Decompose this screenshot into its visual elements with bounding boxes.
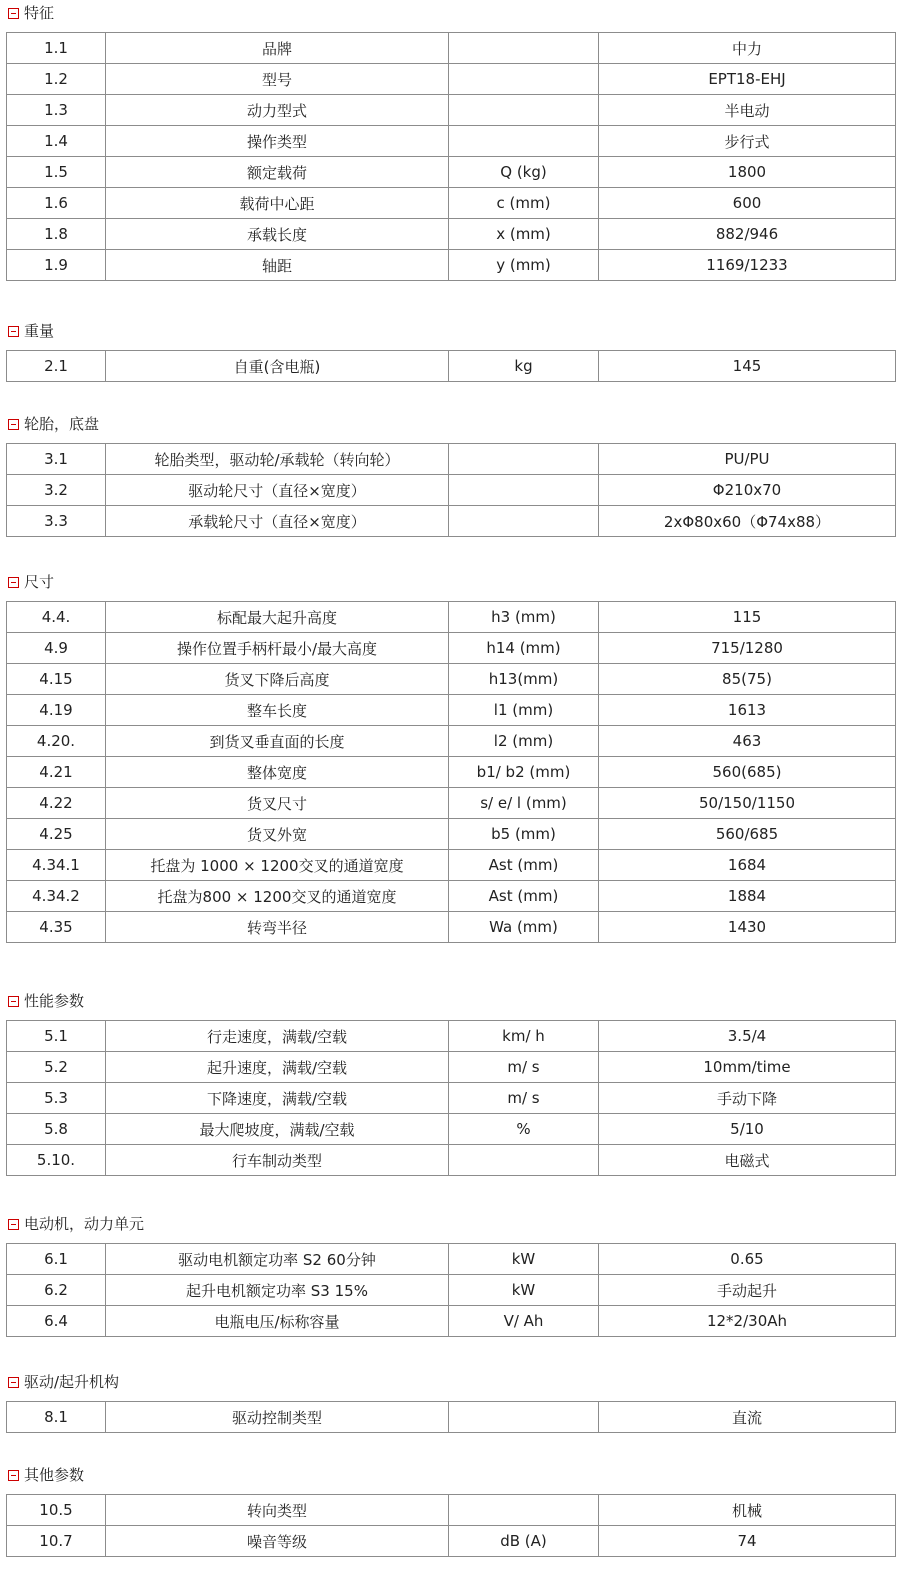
item-unit	[449, 506, 599, 537]
item-name: 额定载荷	[106, 157, 449, 188]
table-row	[7, 1021, 896, 1052]
item-value: 2xΦ80x60（Φ74x88）	[599, 506, 896, 537]
item-unit: c (mm)	[449, 188, 599, 219]
item-number: 6.2	[7, 1275, 106, 1306]
table-row	[7, 757, 896, 788]
spec-table	[6, 32, 896, 281]
item-number: 5.8	[7, 1114, 106, 1145]
section-title: 尺寸	[24, 572, 55, 591]
item-unit	[449, 444, 599, 475]
item-name: 标配最大起升高度	[106, 602, 449, 633]
item-value: 115	[599, 602, 896, 633]
item-name: 托盘为800 × 1200交叉的通道宽度	[106, 881, 449, 912]
table-row	[7, 726, 896, 757]
section-title: 电动机，动力单元	[24, 1214, 145, 1233]
item-number: 5.10.	[7, 1145, 106, 1176]
section-title: 驱动/起升机构	[24, 1372, 120, 1391]
item-value: 600	[599, 188, 896, 219]
item-unit: m/ s	[449, 1083, 599, 1114]
section	[0, 0, 912, 275]
item-name: 行车制动类型	[106, 1145, 449, 1176]
collapse-icon[interactable]	[8, 577, 19, 588]
table-row	[7, 1402, 896, 1433]
section	[0, 411, 912, 531]
item-value: 560(685)	[599, 757, 896, 788]
table-row	[7, 695, 896, 726]
spec-table	[6, 443, 896, 537]
spec-table	[6, 601, 896, 943]
item-name: 操作类型	[106, 126, 449, 157]
table-row	[7, 1275, 896, 1306]
item-name: 整车长度	[106, 695, 449, 726]
section-header[interactable]	[0, 569, 912, 595]
section	[0, 988, 912, 1170]
item-unit: Ast (mm)	[449, 850, 599, 881]
section-title: 特征	[24, 3, 55, 22]
item-name: 轮胎类型，驱动轮/承载轮（转向轮）	[106, 444, 449, 475]
table-row	[7, 633, 896, 664]
section-header[interactable]	[0, 988, 912, 1014]
item-value: 463	[599, 726, 896, 757]
section	[0, 318, 912, 376]
collapse-icon[interactable]	[8, 1470, 19, 1481]
table-row	[7, 1083, 896, 1114]
section	[0, 1462, 912, 1551]
item-name: 承载长度	[106, 219, 449, 250]
item-unit	[449, 1145, 599, 1176]
item-unit: h3 (mm)	[449, 602, 599, 633]
item-unit: s/ e/ l (mm)	[449, 788, 599, 819]
spec-table	[6, 1401, 896, 1433]
item-number: 1.3	[7, 95, 106, 126]
table-row	[7, 602, 896, 633]
item-number: 10.5	[7, 1495, 106, 1526]
section-header[interactable]	[0, 1211, 912, 1237]
item-unit: V/ Ah	[449, 1306, 599, 1337]
item-name: 货叉外宽	[106, 819, 449, 850]
item-unit	[449, 475, 599, 506]
collapse-icon[interactable]	[8, 419, 19, 430]
item-name: 电瓶电压/标称容量	[106, 1306, 449, 1337]
table-row	[7, 33, 896, 64]
item-number: 3.1	[7, 444, 106, 475]
item-unit: l2 (mm)	[449, 726, 599, 757]
item-unit: Q (kg)	[449, 157, 599, 188]
section-title: 其他参数	[24, 1465, 85, 1484]
item-number: 1.9	[7, 250, 106, 281]
item-value: 145	[599, 351, 896, 382]
section-header[interactable]	[0, 318, 912, 344]
item-number: 1.6	[7, 188, 106, 219]
table-row	[7, 351, 896, 382]
table-row	[7, 188, 896, 219]
item-value: 手动下降	[599, 1083, 896, 1114]
item-name: 转弯半径	[106, 912, 449, 943]
section-title: 轮胎，底盘	[24, 414, 100, 433]
item-number: 4.34.1	[7, 850, 106, 881]
item-name: 型号	[106, 64, 449, 95]
item-name: 噪音等级	[106, 1526, 449, 1557]
section-title: 性能参数	[24, 991, 85, 1010]
item-name: 下降速度，满载/空载	[106, 1083, 449, 1114]
table-row	[7, 1244, 896, 1275]
table-row	[7, 444, 896, 475]
spec-table	[6, 350, 896, 382]
item-name: 动力型式	[106, 95, 449, 126]
item-unit: m/ s	[449, 1052, 599, 1083]
item-name: 操作位置手柄杆最小/最大高度	[106, 633, 449, 664]
item-number: 1.4	[7, 126, 106, 157]
item-unit: %	[449, 1114, 599, 1145]
item-unit: kW	[449, 1275, 599, 1306]
item-value: 715/1280	[599, 633, 896, 664]
item-unit	[449, 1402, 599, 1433]
table-row	[7, 788, 896, 819]
item-number: 4.9	[7, 633, 106, 664]
item-value: 直流	[599, 1402, 896, 1433]
item-unit: x (mm)	[449, 219, 599, 250]
item-number: 1.5	[7, 157, 106, 188]
item-unit	[449, 126, 599, 157]
table-row	[7, 250, 896, 281]
item-unit	[449, 33, 599, 64]
item-number: 3.3	[7, 506, 106, 537]
table-row	[7, 475, 896, 506]
section-title: 重量	[24, 321, 55, 340]
collapse-icon[interactable]	[8, 326, 19, 337]
item-name: 货叉下降后高度	[106, 664, 449, 695]
item-value: 步行式	[599, 126, 896, 157]
item-value: 1884	[599, 881, 896, 912]
section-header[interactable]	[0, 411, 912, 437]
item-value: 1613	[599, 695, 896, 726]
table-row	[7, 912, 896, 943]
collapse-icon[interactable]	[8, 996, 19, 1007]
section-header[interactable]	[0, 1369, 912, 1395]
item-unit: kg	[449, 351, 599, 382]
item-value: 1684	[599, 850, 896, 881]
item-name: 品牌	[106, 33, 449, 64]
table-row	[7, 1145, 896, 1176]
item-number: 4.15	[7, 664, 106, 695]
item-value: 手动起升	[599, 1275, 896, 1306]
item-unit: b5 (mm)	[449, 819, 599, 850]
item-number: 1.2	[7, 64, 106, 95]
item-value: 74	[599, 1526, 896, 1557]
item-name: 轴距	[106, 250, 449, 281]
item-name: 起升电机额定功率 S3 15%	[106, 1275, 449, 1306]
item-number: 4.21	[7, 757, 106, 788]
item-name: 整体宽度	[106, 757, 449, 788]
item-value: 560/685	[599, 819, 896, 850]
table-row	[7, 664, 896, 695]
item-value: 10mm/time	[599, 1052, 896, 1083]
table-row	[7, 850, 896, 881]
item-unit: kW	[449, 1244, 599, 1275]
item-number: 4.4.	[7, 602, 106, 633]
item-name: 载荷中心距	[106, 188, 449, 219]
item-number: 10.7	[7, 1526, 106, 1557]
item-value: 1169/1233	[599, 250, 896, 281]
item-value: Φ210x70	[599, 475, 896, 506]
item-number: 6.4	[7, 1306, 106, 1337]
item-value: EPT18-EHJ	[599, 64, 896, 95]
item-number: 3.2	[7, 475, 106, 506]
table-row	[7, 95, 896, 126]
section-header[interactable]	[0, 0, 912, 26]
item-name: 到货叉垂直面的长度	[106, 726, 449, 757]
item-name: 驱动电机额定功率 S2 60分钟	[106, 1244, 449, 1275]
item-unit	[449, 1495, 599, 1526]
item-number: 2.1	[7, 351, 106, 382]
item-number: 1.8	[7, 219, 106, 250]
table-row	[7, 1495, 896, 1526]
item-value: 电磁式	[599, 1145, 896, 1176]
item-value: 半电动	[599, 95, 896, 126]
table-row	[7, 219, 896, 250]
item-unit: b1/ b2 (mm)	[449, 757, 599, 788]
item-unit: h13(mm)	[449, 664, 599, 695]
item-value: 882/946	[599, 219, 896, 250]
collapse-icon[interactable]	[8, 1377, 19, 1388]
item-name: 承载轮尺寸（直径×宽度）	[106, 506, 449, 537]
collapse-icon[interactable]	[8, 1219, 19, 1230]
item-value: 机械	[599, 1495, 896, 1526]
item-unit	[449, 64, 599, 95]
collapse-icon[interactable]	[8, 8, 19, 19]
item-number: 5.3	[7, 1083, 106, 1114]
table-row	[7, 1526, 896, 1557]
item-number: 4.35	[7, 912, 106, 943]
item-number: 5.1	[7, 1021, 106, 1052]
item-number: 4.34.2	[7, 881, 106, 912]
item-value: 中力	[599, 33, 896, 64]
item-number: 4.22	[7, 788, 106, 819]
item-number: 5.2	[7, 1052, 106, 1083]
item-number: 8.1	[7, 1402, 106, 1433]
table-row	[7, 157, 896, 188]
spec-table	[6, 1243, 896, 1337]
item-value: 0.65	[599, 1244, 896, 1275]
item-unit: Wa (mm)	[449, 912, 599, 943]
item-value: 12*2/30Ah	[599, 1306, 896, 1337]
table-row	[7, 1306, 896, 1337]
table-row	[7, 1052, 896, 1083]
item-number: 6.1	[7, 1244, 106, 1275]
item-unit: dB (A)	[449, 1526, 599, 1557]
table-row	[7, 64, 896, 95]
item-name: 起升速度，满载/空载	[106, 1052, 449, 1083]
item-value: PU/PU	[599, 444, 896, 475]
spec-table	[6, 1494, 896, 1557]
item-number: 4.19	[7, 695, 106, 726]
item-unit: h14 (mm)	[449, 633, 599, 664]
table-row	[7, 819, 896, 850]
table-row	[7, 506, 896, 537]
item-unit: Ast (mm)	[449, 881, 599, 912]
item-value: 50/150/1150	[599, 788, 896, 819]
item-unit	[449, 95, 599, 126]
item-unit: km/ h	[449, 1021, 599, 1052]
item-value: 1800	[599, 157, 896, 188]
item-number: 4.20.	[7, 726, 106, 757]
spec-table	[6, 1020, 896, 1176]
table-row	[7, 881, 896, 912]
item-value: 85(75)	[599, 664, 896, 695]
item-number: 4.25	[7, 819, 106, 850]
item-number: 1.1	[7, 33, 106, 64]
item-unit: l1 (mm)	[449, 695, 599, 726]
item-value: 5/10	[599, 1114, 896, 1145]
section	[0, 1211, 912, 1331]
item-name: 行走速度，满载/空载	[106, 1021, 449, 1052]
item-name: 托盘为 1000 × 1200交叉的通道宽度	[106, 850, 449, 881]
section	[0, 569, 912, 937]
item-value: 1430	[599, 912, 896, 943]
section-header[interactable]	[0, 1462, 912, 1488]
item-unit: y (mm)	[449, 250, 599, 281]
table-row	[7, 1114, 896, 1145]
item-name: 转向类型	[106, 1495, 449, 1526]
item-name: 驱动控制类型	[106, 1402, 449, 1433]
item-name: 自重(含电瓶)	[106, 351, 449, 382]
item-name: 驱动轮尺寸（直径×宽度）	[106, 475, 449, 506]
table-row	[7, 126, 896, 157]
item-value: 3.5/4	[599, 1021, 896, 1052]
item-name: 货叉尺寸	[106, 788, 449, 819]
section	[0, 1369, 912, 1427]
item-name: 最大爬坡度，满载/空载	[106, 1114, 449, 1145]
